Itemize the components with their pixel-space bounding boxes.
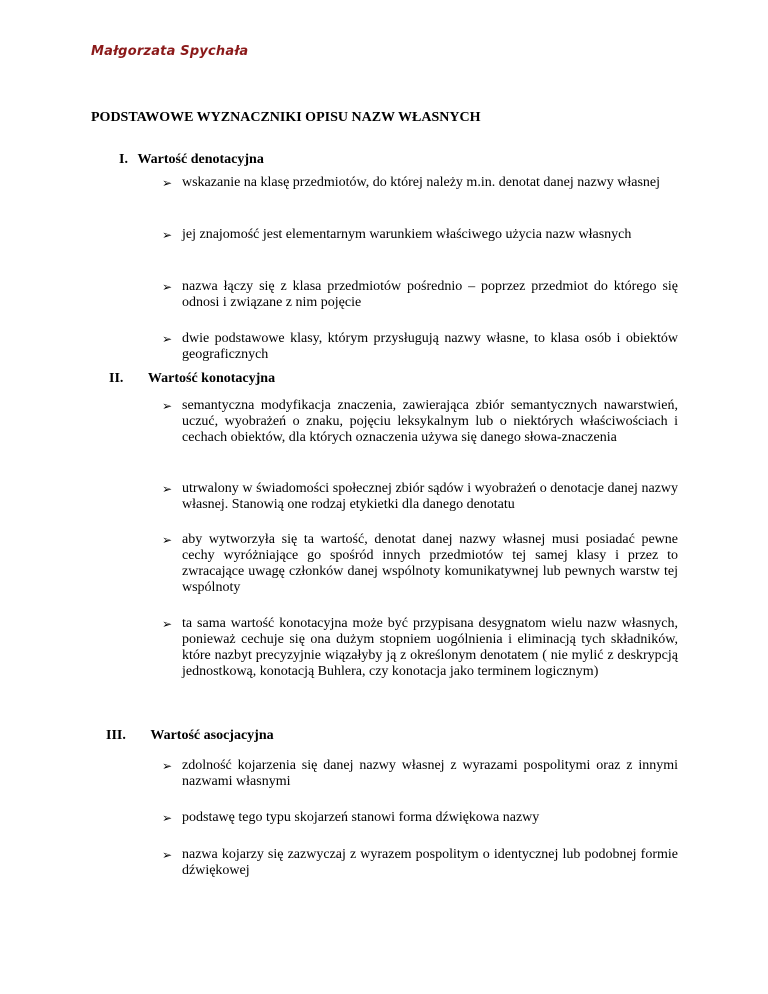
arrowhead-bullet-icon: ➢ bbox=[162, 228, 173, 242]
arrowhead-bullet-icon: ➢ bbox=[162, 759, 173, 773]
section-numeral: II. bbox=[109, 371, 124, 386]
list-item-text: nazwa kojarzy się zazwyczaj z wyrazem pospolitym o identycznej lub podobnej formie dźwiękowej bbox=[182, 847, 678, 878]
list-item bbox=[162, 847, 678, 879]
list-item bbox=[162, 481, 678, 513]
list-item-text: dwie podstawowe klasy, którym przysługują nazwy własne, to klasa osób i obiektów geograficznych bbox=[182, 331, 678, 362]
list-item bbox=[162, 175, 678, 191]
arrowhead-bullet-icon: ➢ bbox=[162, 848, 173, 862]
list-item bbox=[162, 810, 678, 826]
list-item bbox=[162, 616, 678, 680]
section-numeral: III. bbox=[106, 728, 126, 743]
section-numeral: I. bbox=[119, 152, 128, 167]
section-heading-associative bbox=[106, 728, 274, 744]
list-item-text: zdolność kojarzenia się danej nazwy własnej z wyrazami pospolitymi oraz z innymi nazwami własnymi bbox=[182, 758, 678, 789]
list-item bbox=[162, 758, 678, 790]
section-title: Wartość denotacyjna bbox=[137, 152, 264, 167]
arrowhead-bullet-icon: ➢ bbox=[162, 399, 173, 413]
list-item bbox=[162, 398, 678, 446]
arrowhead-bullet-icon: ➢ bbox=[162, 811, 173, 825]
section-heading-connotative bbox=[109, 371, 275, 387]
arrowhead-bullet-icon: ➢ bbox=[162, 617, 173, 631]
arrowhead-bullet-icon: ➢ bbox=[162, 280, 173, 294]
list-item-text: ta sama wartość konotacyjna może być przypisana desygnatom wielu nazw własnych, ponieważ cechuje się ona dużym stopniem uogólnienia i eliminacją tych składników, które nazbyt precyzyjnie wiązałyby ją z określonym denotatem ( nie mylić z deskrypcją jednostkową, konotacją Buhlera, czy konotacja jako terminem logicznym) bbox=[182, 616, 678, 679]
arrowhead-bullet-icon: ➢ bbox=[162, 176, 173, 190]
arrowhead-bullet-icon: ➢ bbox=[162, 332, 173, 346]
author-name: Małgorzata Spychała bbox=[91, 44, 249, 59]
list-item-text: podstawę tego typu skojarzeń stanowi forma dźwiękowa nazwy bbox=[182, 810, 540, 825]
list-item-text: semantyczna modyfikacja znaczenia, zawierająca zbiór semantycznych nawarstwień, uczuć, wyobrażeń o znaku, pojęciu leksykalnym lub o niektórych właściwościach i cechach obiektów, dla których oznaczenia używa się danego słowa-znaczenia bbox=[182, 398, 678, 445]
list-item bbox=[162, 532, 678, 596]
list-item bbox=[162, 227, 678, 243]
list-item bbox=[162, 331, 678, 363]
list-item-text: jej znajomość jest elementarnym warunkiem właściwego użycia nazw własnych bbox=[182, 227, 632, 242]
arrowhead-bullet-icon: ➢ bbox=[162, 533, 173, 547]
arrowhead-bullet-icon: ➢ bbox=[162, 482, 173, 496]
section-title: Wartość konotacyjna bbox=[147, 371, 276, 386]
document-title: PODSTAWOWE WYZNACZNIKI OPISU NAZW WŁASNYCH bbox=[91, 110, 481, 125]
section-title: Wartość asocjacyjna bbox=[150, 728, 274, 743]
list-item bbox=[162, 279, 678, 311]
list-item-text: nazwa łączy się z klasa przedmiotów pośrednio – poprzez przedmiot do którego się odnosi i związane z nim pojęcie bbox=[182, 279, 678, 310]
section-heading-denotative bbox=[119, 152, 264, 168]
list-item-text: utrwalony w świadomości społecznej zbiór sądów i wyobrażeń o denotacje danej nazwy własnej. Stanowią one rodzaj etykietki dla danego denotatu bbox=[182, 481, 678, 512]
list-item-text: aby wytworzyła się ta wartość, denotat danej nazwy własnej musi posiadać pewne cechy wyróżniające go spośród innych przedmiotów tej samej klasy i przez to zwracające uwagę członków danej wspólnoty komunikatywnej lub pewnych warstw tej wspólnoty bbox=[182, 532, 678, 595]
list-item-text: wskazanie na klasę przedmiotów, do której należy m.in. denotat danej nazwy własnej bbox=[182, 175, 661, 190]
